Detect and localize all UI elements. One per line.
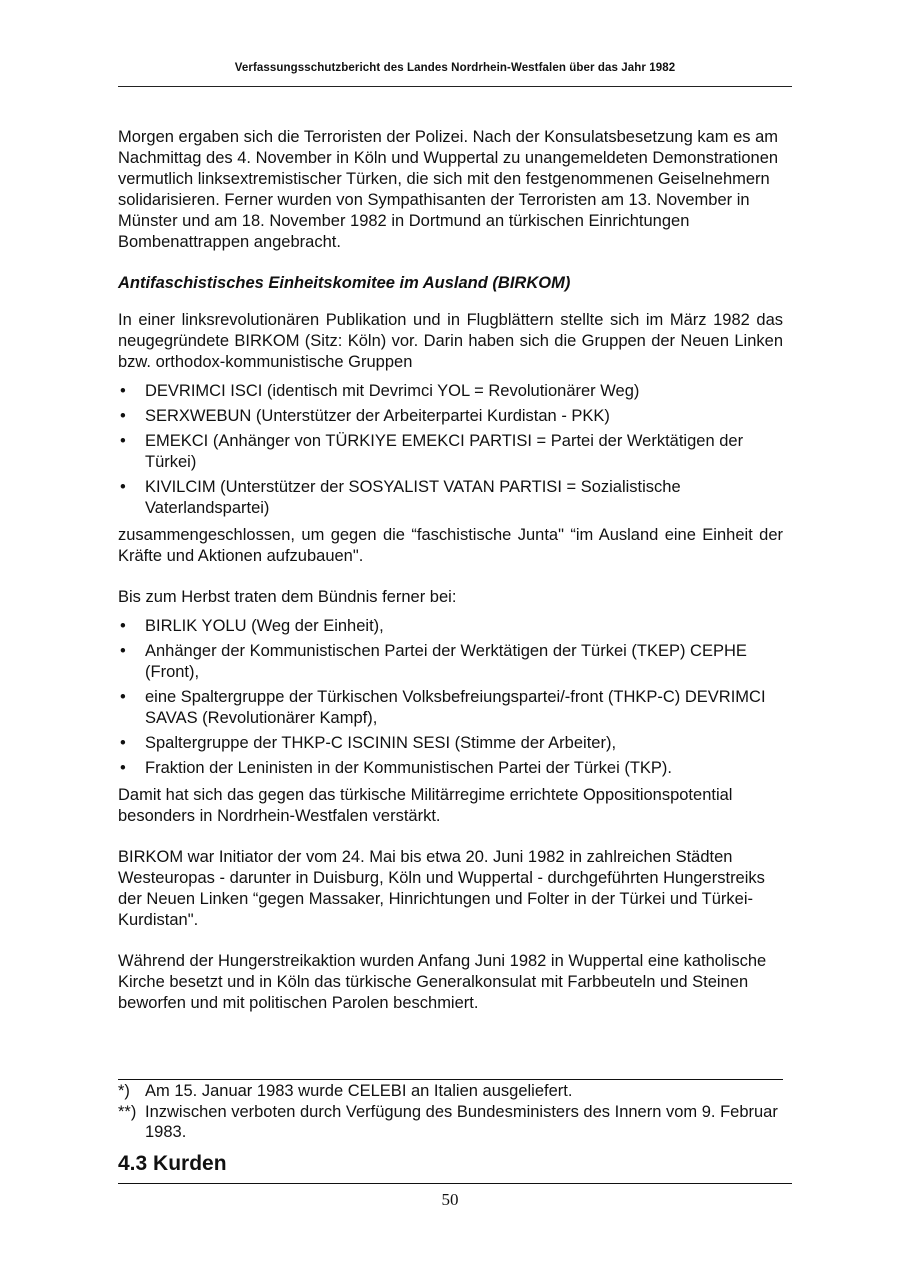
list-item: • BIRLIK YOLU (Weg der Einheit), [120, 617, 384, 635]
bullet-icon: • [120, 642, 126, 660]
list-item: • SERXWEBUN (Unterstützer der Arbeiterpartei Kurdistan - PKK) [120, 407, 610, 425]
paragraph-3: zusammengeschlossen, um gegen die “faschistische Junta" “im Ausland eine Einheit der Kräfte und Aktionen aufzubauen". [118, 526, 783, 565]
footnote-mark: *) [118, 1082, 130, 1100]
footnote-text: Inzwischen verboten durch Verfügung des Bundesministers des Innern vom 9. Februar 1983. [145, 1102, 778, 1141]
page-number: 50 [441, 1190, 459, 1209]
bullet-icon: • [120, 382, 126, 400]
footnote-rule [118, 1079, 783, 1080]
bullet-icon: • [120, 407, 126, 425]
section-title: 4.3 Kurden [118, 1152, 227, 1175]
running-header: Verfassungsschutzbericht des Landes Nordrhein-Westfalen über das Jahr 1982 [234, 62, 676, 74]
paragraph-7: Während der Hungerstreikaktion wurden Anfang Juni 1982 in Wuppertal eine katholische Kirche besetzt und in Köln das türkische Generalkonsulat mit Farbbeuteln und Steinen beworfen und mit politischen Parolen beschmiert. [118, 952, 767, 1012]
list-item: • DEVRIMCI ISCI (identisch mit Devrimci YOL = Revolutionärer Weg) [120, 382, 640, 400]
bullet-icon: • [120, 432, 126, 450]
footnote-text: Am 15. Januar 1983 wurde CELEBI an Italien ausgeliefert. [145, 1082, 573, 1100]
list-item: • KIVILCIM (Unterstützer der SOSYALIST VATAN PARTISI = Sozialistische Vaterlandspartei) [120, 478, 681, 517]
bullet-icon: • [120, 688, 126, 706]
list-item: • Spaltergruppe der THKP-C ISCININ SESI (Stimme der Arbeiter), [120, 734, 617, 752]
footnote [118, 1081, 783, 1102]
footnote-mark: **) [118, 1102, 137, 1121]
list-item: • EMEKCI (Anhänger von TÜRKIYE EMEKCI PARTISI = Partei der Werktätigen der Türkei) [120, 432, 744, 471]
body-text [118, 127, 783, 1014]
bullet-icon: • [120, 478, 126, 496]
footnote [118, 1102, 783, 1143]
paragraph-4: Bis zum Herbst traten dem Bündnis ferner bei: [118, 588, 457, 606]
bottom-rule [118, 1183, 792, 1184]
list-item: • Anhänger der Kommunistischen Partei der Werktätigen der Türkei (TKEP) CEPHE (Front), [120, 642, 747, 681]
bullet-icon: • [120, 734, 126, 752]
bullet-list-joined [118, 616, 783, 779]
subsection-heading: Antifaschistisches Einheitskomitee im Ausland (BIRKOM) [118, 274, 571, 292]
footnotes [118, 1081, 783, 1143]
paragraph-2: In einer linksrevolutionären Publikation und in Flugblättern stellte sich im März 1982 das neugegründete BIRKOM (Sitz: Köln) vor. Darin haben sich die Gruppen der Neuen Linken bzw. orthodox-kommunistische Gruppen [118, 311, 783, 371]
list-item: • eine Spaltergruppe der Türkischen Volksbefreiungspartei/-front (THKP-C) DEVRIMCI SAVAS (Revolutionärer Kampf), [120, 688, 766, 727]
paragraph-5: Damit hat sich das gegen das türkische Militärregime errichtete Oppositionspotential besonders in Nordrhein-Westfalen verstärkt. [118, 786, 733, 825]
bullet-icon: • [120, 617, 126, 635]
paragraph-6: BIRKOM war Initiator der vom 24. Mai bis etwa 20. Juni 1982 in zahlreichen Städten Westeuropas - darunter in Duisburg, Köln und Wuppertal - durchgeführten Hungerstreiks der Neuen Linken “gegen Massaker, Hinrichtungen und Folter in der Türkei und Türkei-Kurdistan". [118, 848, 765, 929]
header-rule [118, 86, 792, 87]
bullet-icon: • [120, 759, 126, 777]
paragraph-1: Morgen ergaben sich die Terroristen der Polizei. Nach der Konsulatsbesetzung kam es am Nachmittag des 4. November in Köln und Wuppertal zu unangemeldeten Demonstrationen vermutlich linksextremistischer Türken, die sich mit den festgenommenen Geiselnehmern solidarisieren. Ferner wurden von Sympathisanten der Terroristen am 13. November in Münster und am 18. November 1982 in Dortmund an türkischen Einrichtungen Bombenattrappen angebracht. [118, 128, 779, 251]
bullet-list-members [118, 381, 783, 519]
list-item: • Fraktion der Leninisten in der Kommunistischen Partei der Türkei (TKP). [120, 759, 673, 777]
